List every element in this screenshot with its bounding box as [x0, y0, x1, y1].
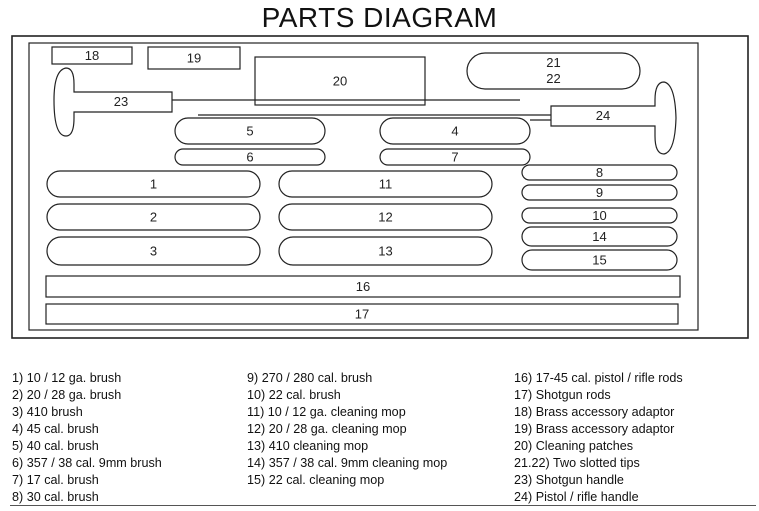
legend-item: 24) Pistol / rifle handle — [514, 490, 639, 504]
part-label: 10 — [592, 208, 607, 223]
legend-item: 19) Brass accessory adaptor — [514, 422, 675, 436]
part-p2 — [47, 204, 260, 230]
legend-item: 4) 45 cal. brush — [12, 422, 99, 436]
part-p21-22 — [467, 53, 640, 89]
legend-item: 21.22) Two slotted tips — [514, 456, 640, 470]
legend-item: 11) 10 / 12 ga. cleaning mop — [247, 405, 406, 419]
part-p3 — [47, 237, 260, 265]
diagram-title: PARTS DIAGRAM — [261, 2, 498, 33]
part-p19 — [148, 47, 240, 69]
part-label: 17 — [354, 306, 370, 322]
legend-item: 2) 20 / 28 ga. brush — [12, 388, 122, 402]
legend-item: 6) 357 / 38 cal. 9mm brush — [12, 456, 162, 470]
part-label: 7 — [451, 149, 459, 165]
legend-item: 13) 410 cleaning mop — [247, 439, 369, 453]
legend-item: 8) 30 cal. brush — [12, 490, 99, 504]
part-p14 — [522, 227, 677, 246]
part-label: 13 — [378, 243, 393, 259]
legend-item: 14) 357 / 38 cal. 9mm cleaning mop — [247, 456, 448, 470]
part-label: 23 — [113, 94, 129, 109]
legend-column-3 — [514, 370, 683, 506]
legend-item: 23) Shotgun handle — [514, 473, 624, 487]
part-label: 24 — [595, 108, 611, 123]
legend-item: 1) 10 / 12 ga. brush — [12, 371, 122, 385]
part-p20 — [255, 57, 425, 105]
part-p18 — [52, 47, 132, 64]
part-p6 — [175, 149, 325, 165]
part-p10 — [522, 208, 677, 223]
legend-item: 16) 17-45 cal. pistol / rifle rods — [514, 371, 683, 385]
part-p7 — [380, 149, 530, 165]
part-label: 16 — [355, 279, 371, 294]
legend-item: 17) Shotgun rods — [514, 388, 611, 402]
part-label: 4 — [451, 123, 459, 139]
part-p8 — [522, 165, 677, 180]
part-label: 5 — [246, 123, 254, 139]
part-p17 — [46, 304, 678, 324]
part-p9 — [522, 185, 677, 200]
part-label: 18 — [84, 48, 100, 63]
part-label: 19 — [186, 50, 202, 66]
part-p15 — [522, 250, 677, 270]
part-p5 — [175, 118, 325, 144]
part-label: 11 — [378, 176, 393, 192]
legend-item: 12) 20 / 28 ga. cleaning mop — [247, 422, 407, 436]
part-label: 2 — [149, 209, 158, 225]
legend-item: 3) 410 brush — [12, 405, 83, 419]
part-label: 3 — [149, 243, 158, 259]
legend-item: 7) 17 cal. brush — [12, 473, 99, 487]
part-label: 6 — [246, 149, 254, 165]
legend-column-1 — [12, 370, 162, 506]
part-p1 — [47, 171, 260, 197]
part-label: 20 — [332, 73, 348, 89]
part-label: 21 — [546, 55, 561, 70]
legend-item: 18) Brass accessory adaptor — [514, 405, 675, 419]
legend-item: 20) Cleaning patches — [514, 439, 634, 453]
part-label: 22 — [546, 71, 561, 86]
part-label: 12 — [378, 209, 393, 225]
part-label: 1 — [149, 176, 158, 192]
part-p16 — [46, 276, 680, 297]
part-label: 9 — [595, 185, 604, 200]
part-label: 14 — [592, 229, 607, 244]
legend-column-2 — [247, 370, 447, 489]
legend-item: 9) 270 / 280 cal. brush — [247, 371, 373, 385]
legend-item: 10) 22 cal. brush — [247, 388, 341, 402]
part-p4 — [380, 118, 530, 144]
bottom-rule — [10, 505, 756, 506]
part-p13 — [279, 237, 492, 265]
legend-item: 15) 22 cal. cleaning mop — [247, 473, 385, 487]
part-label: 15 — [592, 252, 607, 268]
part-p12 — [279, 204, 492, 230]
legend-item: 5) 40 cal. brush — [12, 439, 99, 453]
part-p11 — [279, 171, 492, 197]
part-label: 8 — [595, 165, 604, 180]
